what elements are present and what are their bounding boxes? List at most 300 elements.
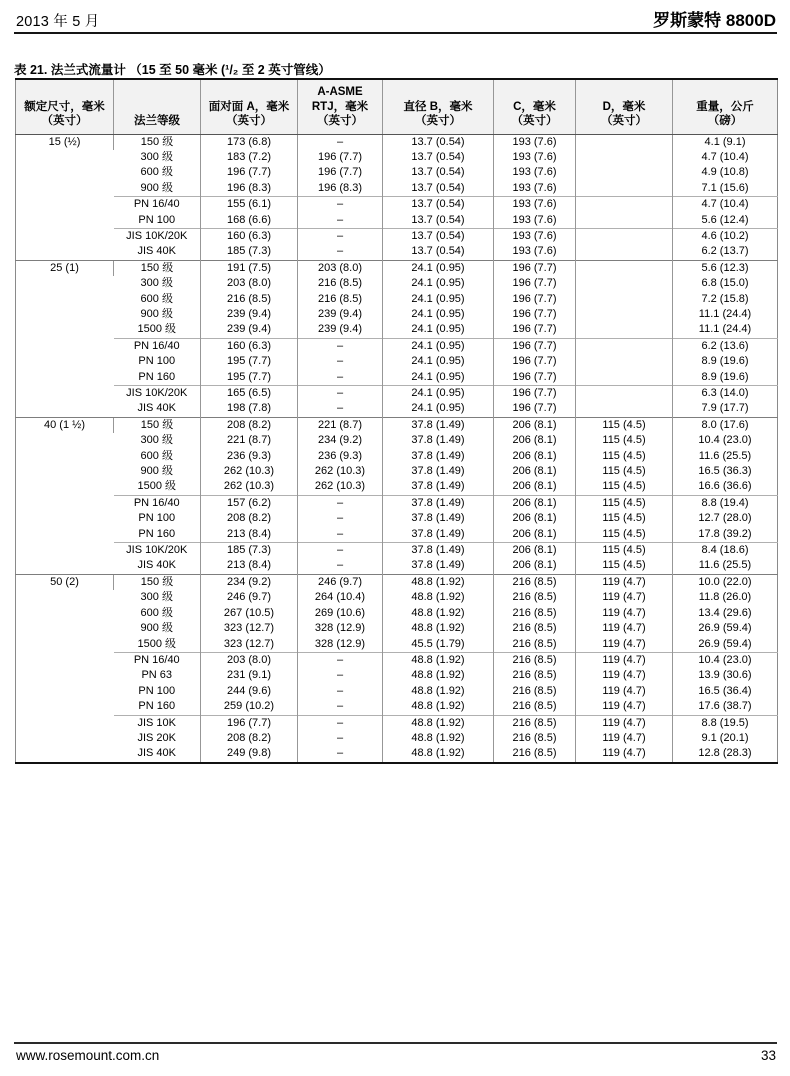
value-cell: 4.1 (9.1) [673,134,778,150]
value-cell: 196 (7.7) [494,260,576,276]
value-cell: 193 (7.6) [494,213,576,229]
flange-class-cell: 300 级 [140,277,173,290]
flange-class-cell: PN 16/40 [114,338,201,354]
value-cell: 37.8 (1.49) [383,449,494,464]
table-head [16,79,778,134]
flange-class-cell: 300 级 [140,150,173,163]
value-cell: 195 (7.7) [201,354,298,369]
value-cell: 160 (6.3) [201,338,298,354]
table-row [16,652,778,668]
column-header: 重量，公斤 （磅） [673,79,778,134]
value-cell: 115 (4.5) [576,479,673,495]
value-cell: – [298,699,383,715]
flange-class-cell: JIS 10K/20K [114,228,201,244]
value-cell: 119 (4.7) [576,621,673,636]
value-cell: 119 (4.7) [576,746,673,762]
value-cell: 13.7 (0.54) [383,197,494,213]
value-cell [576,150,673,165]
value-cell: 216 (8.5) [494,746,576,762]
value-cell: 48.8 (1.92) [383,699,494,715]
value-cell: 196 (8.3) [201,181,298,197]
value-cell: 328 (12.9) [298,637,383,653]
flange-class-cell: 1500 级 [137,637,177,650]
value-cell: 13.7 (0.54) [383,244,494,260]
value-cell: – [298,228,383,244]
value-cell: 196 (7.7) [494,386,576,402]
footer-url: www.rosemount.com.cn [16,1048,160,1063]
value-cell: 196 (8.3) [298,181,383,197]
flange-class-cell: JIS 40K [137,402,177,415]
table-row [16,511,778,526]
column-header: 面对面 A，毫米 （英寸） [201,79,298,134]
value-cell: 45.5 (1.79) [383,637,494,653]
value-cell: 196 (7.7) [494,401,576,417]
value-cell: 13.7 (0.54) [383,165,494,180]
dimensions-table [15,78,778,764]
value-cell: 11.1 (24.4) [673,307,778,322]
value-cell: 216 (8.5) [201,292,298,307]
flange-class-cell: PN 16/40 [114,197,201,213]
table-row [16,244,778,260]
flange-class-cell: JIS 20K [137,731,177,744]
value-cell: 37.8 (1.49) [383,527,494,543]
value-cell: 206 (8.1) [494,511,576,526]
size-cell: 15 (½) [16,134,114,260]
value-cell: 12.7 (28.0) [673,511,778,526]
value-cell: 216 (8.5) [494,574,576,590]
value-cell: 183 (7.2) [201,150,298,165]
value-cell: 206 (8.1) [494,417,576,433]
value-cell: 244 (9.6) [201,684,298,699]
value-cell: 7.2 (15.8) [673,292,778,307]
value-cell: – [298,652,383,668]
value-cell: 119 (4.7) [576,652,673,668]
flange-class-cell: JIS 10K [114,715,201,731]
value-cell: 37.8 (1.49) [383,543,494,559]
value-cell: 9.1 (20.1) [673,731,778,746]
value-cell [576,181,673,197]
value-cell: 115 (4.5) [576,433,673,448]
value-cell [576,370,673,386]
table-row [16,668,778,683]
value-cell: 37.8 (1.49) [383,495,494,511]
value-cell: 24.1 (0.95) [383,307,494,322]
table-row [16,401,778,417]
flange-class-cell: JIS 10K/20K [114,386,201,402]
value-cell: 119 (4.7) [576,637,673,653]
value-cell: 196 (7.7) [494,292,576,307]
value-cell [576,386,673,402]
value-cell: – [298,731,383,746]
value-cell: 10.4 (23.0) [673,433,778,448]
value-cell [576,338,673,354]
page-header [16,6,776,31]
value-cell: 236 (9.3) [201,449,298,464]
flange-class-cell: 150 级 [114,574,201,590]
table-row [16,354,778,369]
value-cell: 203 (8.0) [201,652,298,668]
value-cell: 262 (10.3) [201,479,298,495]
value-cell: 239 (9.4) [201,307,298,322]
page-footer [16,1048,776,1063]
value-cell: 208 (8.2) [201,731,298,746]
value-cell: 262 (10.3) [201,464,298,479]
value-cell [576,292,673,307]
table-row [16,197,778,213]
flange-class-cell: 600 级 [140,449,173,462]
value-cell: 24.1 (0.95) [383,276,494,291]
value-cell [576,354,673,369]
value-cell: 216 (8.5) [494,699,576,715]
value-cell: 196 (7.7) [201,715,298,731]
value-cell: 239 (9.4) [298,322,383,338]
value-cell: 206 (8.1) [494,449,576,464]
value-cell: 26.9 (59.4) [673,621,778,636]
value-cell: 208 (8.2) [201,511,298,526]
value-cell: 115 (4.5) [576,543,673,559]
value-cell: 246 (9.7) [201,590,298,605]
value-cell: 26.9 (59.4) [673,637,778,653]
value-cell: 196 (7.7) [494,276,576,291]
table-row [16,433,778,448]
footer-page-number: 33 [760,1048,776,1063]
value-cell: – [298,134,383,150]
value-cell: 239 (9.4) [298,307,383,322]
value-cell: 16.5 (36.3) [673,464,778,479]
value-cell: 213 (8.4) [201,558,298,574]
flange-class-cell: 600 级 [140,166,173,179]
value-cell: 37.8 (1.49) [383,433,494,448]
header-divider [14,32,777,34]
table-row [16,165,778,180]
value-cell: 323 (12.7) [201,637,298,653]
value-cell: 13.7 (0.54) [383,150,494,165]
value-cell: 16.6 (36.6) [673,479,778,495]
value-cell: 119 (4.7) [576,606,673,621]
value-cell: 119 (4.7) [576,731,673,746]
flange-class-cell: JIS 40K [137,747,177,760]
value-cell: 119 (4.7) [576,574,673,590]
table-row [16,621,778,636]
value-cell: 115 (4.5) [576,495,673,511]
value-cell: 216 (8.5) [494,637,576,653]
flange-class-cell: PN 16/40 [114,495,201,511]
table-header-row [16,79,778,134]
table-row [16,260,778,276]
table-row [16,495,778,511]
value-cell: 5.6 (12.3) [673,260,778,276]
value-cell: 48.8 (1.92) [383,668,494,683]
value-cell: 213 (8.4) [201,527,298,543]
value-cell: 231 (9.1) [201,668,298,683]
value-cell: 24.1 (0.95) [383,370,494,386]
size-cell: 50 (2) [16,574,114,762]
flange-class-cell: 600 级 [140,292,173,305]
value-cell: 208 (8.2) [201,417,298,433]
value-cell: 157 (6.2) [201,495,298,511]
value-cell: – [298,338,383,354]
flange-class-cell: PN 100 [138,684,176,697]
value-cell: 11.6 (25.5) [673,449,778,464]
value-cell: 195 (7.7) [201,370,298,386]
table-row [16,150,778,165]
value-cell: 196 (7.7) [298,165,383,180]
value-cell: 196 (7.7) [494,338,576,354]
value-cell: 185 (7.3) [201,543,298,559]
flange-class-cell: JIS 40K [137,245,177,258]
value-cell: 11.1 (24.4) [673,322,778,338]
value-cell: 48.8 (1.92) [383,746,494,762]
value-cell: 12.8 (28.3) [673,746,778,762]
value-cell: 8.8 (19.5) [673,715,778,731]
value-cell: 11.6 (25.5) [673,558,778,574]
value-cell: 119 (4.7) [576,684,673,699]
value-cell: – [298,370,383,386]
value-cell: 7.1 (15.6) [673,181,778,197]
value-cell: 6.2 (13.6) [673,338,778,354]
value-cell: 196 (7.7) [494,322,576,338]
value-cell: 24.1 (0.95) [383,354,494,369]
table-row [16,684,778,699]
value-cell: 115 (4.5) [576,511,673,526]
value-cell: 13.4 (29.6) [673,606,778,621]
value-cell: 206 (8.1) [494,433,576,448]
flange-class-cell: 1500 级 [137,480,177,493]
value-cell: 216 (8.5) [298,276,383,291]
table-row [16,637,778,653]
value-cell [576,260,673,276]
value-cell: 13.9 (30.6) [673,668,778,683]
table-row [16,699,778,715]
value-cell: 234 (9.2) [298,433,383,448]
value-cell: 221 (8.7) [201,433,298,448]
value-cell: 8.0 (17.6) [673,417,778,433]
table-row [16,590,778,605]
value-cell: 206 (8.1) [494,558,576,574]
table-title: 表 21. 法兰式流量计 （15 至 50 毫米 (¹/₂ 至 2 英寸管线） [14,63,331,77]
value-cell: 4.7 (10.4) [673,197,778,213]
value-cell: 193 (7.6) [494,150,576,165]
value-cell: 193 (7.6) [494,134,576,150]
column-header: 直径 B，毫米 （英寸） [383,79,494,134]
value-cell [576,134,673,150]
table-row [16,479,778,495]
table-row [16,543,778,559]
value-cell: 193 (7.6) [494,228,576,244]
value-cell: 115 (4.5) [576,558,673,574]
value-cell: – [298,684,383,699]
value-cell: 37.8 (1.49) [383,511,494,526]
flange-class-cell: 150 级 [114,134,201,150]
value-cell: 4.6 (10.2) [673,228,778,244]
value-cell: 6.8 (15.0) [673,276,778,291]
value-cell [576,213,673,229]
value-cell: 165 (6.5) [201,386,298,402]
value-cell: 216 (8.5) [494,606,576,621]
value-cell: 13.7 (0.54) [383,228,494,244]
value-cell: 193 (7.6) [494,165,576,180]
value-cell: 24.1 (0.95) [383,386,494,402]
value-cell: 48.8 (1.92) [383,684,494,699]
value-cell: 196 (7.7) [494,307,576,322]
value-cell: 262 (10.3) [298,479,383,495]
table-row [16,276,778,291]
table-row [16,386,778,402]
flange-class-cell: 150 级 [114,260,201,276]
value-cell: – [298,386,383,402]
value-cell: 216 (8.5) [494,715,576,731]
value-cell: 196 (7.7) [298,150,383,165]
value-cell: – [298,495,383,511]
table-row [16,417,778,433]
value-cell: 4.9 (10.8) [673,165,778,180]
value-cell: – [298,244,383,260]
value-cell: 24.1 (0.95) [383,322,494,338]
value-cell: 203 (8.0) [298,260,383,276]
table-row [16,449,778,464]
value-cell: 17.8 (39.2) [673,527,778,543]
flange-class-cell: 900 级 [140,465,173,478]
value-cell: 119 (4.7) [576,715,673,731]
value-cell: 4.7 (10.4) [673,150,778,165]
value-cell: 236 (9.3) [298,449,383,464]
value-cell: 8.8 (19.4) [673,495,778,511]
table-row [16,731,778,746]
value-cell [576,228,673,244]
flange-class-cell: PN 100 [138,512,176,525]
value-cell: 216 (8.5) [494,684,576,699]
table-row [16,338,778,354]
value-cell: – [298,197,383,213]
table-row [16,370,778,386]
value-cell: 239 (9.4) [201,322,298,338]
value-cell: 234 (9.2) [201,574,298,590]
flange-class-cell: 150 级 [114,417,201,433]
flange-class-cell: PN 100 [138,213,176,226]
flange-class-cell: PN 160 [138,370,176,383]
value-cell: 115 (4.5) [576,449,673,464]
flange-class-cell: JIS 40K [137,559,177,572]
value-cell: 115 (4.5) [576,417,673,433]
flange-class-cell: PN 100 [138,355,176,368]
column-header: A-ASME RTJ，毫米 （英寸） [298,79,383,134]
value-cell: 48.8 (1.92) [383,652,494,668]
value-cell: 6.2 (13.7) [673,244,778,260]
flange-class-cell: 900 级 [140,181,173,194]
value-cell [576,165,673,180]
value-cell: 115 (4.5) [576,464,673,479]
value-cell: 206 (8.1) [494,479,576,495]
value-cell: 48.8 (1.92) [383,606,494,621]
value-cell: 37.8 (1.49) [383,558,494,574]
value-cell: 37.8 (1.49) [383,464,494,479]
value-cell: 119 (4.7) [576,668,673,683]
value-cell: 24.1 (0.95) [383,260,494,276]
value-cell: 48.8 (1.92) [383,731,494,746]
value-cell: 7.9 (17.7) [673,401,778,417]
table-row [16,213,778,229]
flange-class-cell: PN 16/40 [114,652,201,668]
flange-class-cell: 600 级 [140,606,173,619]
table-row [16,322,778,338]
value-cell: 267 (10.5) [201,606,298,621]
value-cell: 259 (10.2) [201,699,298,715]
value-cell: 16.5 (36.4) [673,684,778,699]
value-cell [576,244,673,260]
table-row [16,228,778,244]
value-cell: – [298,354,383,369]
value-cell [576,401,673,417]
value-cell: 216 (8.5) [494,731,576,746]
value-cell: 196 (7.7) [494,354,576,369]
value-cell: 193 (7.6) [494,244,576,260]
value-cell: 8.9 (19.6) [673,370,778,386]
value-cell: 48.8 (1.92) [383,574,494,590]
value-cell: 193 (7.6) [494,181,576,197]
value-cell: 196 (7.7) [494,370,576,386]
value-cell: 246 (9.7) [298,574,383,590]
size-cell: 40 (1 ½) [16,417,114,574]
value-cell: 198 (7.8) [201,401,298,417]
value-cell: 249 (9.8) [201,746,298,762]
column-header: 额定尺寸，毫米 （英寸） [16,79,114,134]
value-cell: 203 (8.0) [201,276,298,291]
value-cell: – [298,213,383,229]
header-date: 2013 年 5 月 [16,14,100,30]
flange-class-cell: 1500 级 [137,323,177,336]
value-cell: 216 (8.5) [494,652,576,668]
value-cell: 173 (6.8) [201,134,298,150]
column-header: D，毫米 （英寸） [576,79,673,134]
value-cell: 17.6 (38.7) [673,699,778,715]
table-row [16,134,778,150]
value-cell: 216 (8.5) [494,621,576,636]
footer-divider [14,1042,777,1044]
table-row [16,715,778,731]
table-row [16,292,778,307]
table-row [16,464,778,479]
flange-class-cell: 900 级 [140,307,173,320]
value-cell: 6.3 (14.0) [673,386,778,402]
value-cell: – [298,401,383,417]
value-cell: – [298,668,383,683]
value-cell: 37.8 (1.49) [383,417,494,433]
value-cell: – [298,543,383,559]
value-cell: 216 (8.5) [494,590,576,605]
value-cell: 13.7 (0.54) [383,213,494,229]
value-cell: 216 (8.5) [298,292,383,307]
value-cell [576,307,673,322]
value-cell: 155 (6.1) [201,197,298,213]
value-cell: 221 (8.7) [298,417,383,433]
value-cell: 8.9 (19.6) [673,354,778,369]
value-cell: 269 (10.6) [298,606,383,621]
value-cell: 206 (8.1) [494,464,576,479]
value-cell [576,322,673,338]
value-cell: 119 (4.7) [576,590,673,605]
value-cell: 48.8 (1.92) [383,621,494,636]
value-cell: 328 (12.9) [298,621,383,636]
value-cell: 216 (8.5) [494,668,576,683]
value-cell: 168 (6.6) [201,213,298,229]
value-cell: 262 (10.3) [298,464,383,479]
flange-class-cell: JIS 10K/20K [114,543,201,559]
value-cell [576,197,673,213]
value-cell: 115 (4.5) [576,527,673,543]
table-row [16,181,778,197]
table-row [16,558,778,574]
column-header: 法兰等级 [114,79,201,134]
